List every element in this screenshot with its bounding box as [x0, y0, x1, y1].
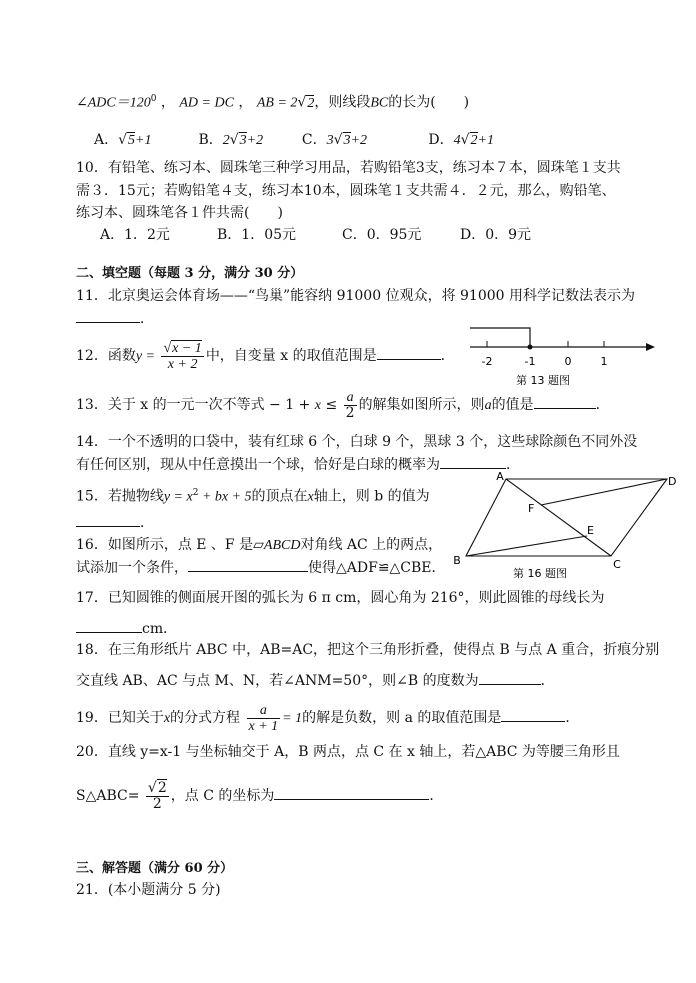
- fig16-label-f: F: [528, 502, 535, 515]
- q19-answer-blank[interactable]: [501, 707, 565, 722]
- q20-line-1: 20．直线 y=x-1 与坐标轴交于 A，B 两点，点 C 在 x 轴上，若△ABC 为等腰三角形且: [76, 744, 620, 760]
- q9-option-b: B．2√3+2: [198, 132, 264, 148]
- q9-option-c: C．3√3+2: [301, 132, 367, 148]
- q9-option-d: D．4√2+1: [428, 132, 494, 148]
- q10-option-d: D．0．9元: [460, 227, 532, 243]
- fig16-segment-be: [466, 536, 587, 556]
- q20-fraction: $\frac{√2}{2}$: [147, 779, 167, 812]
- fig16-label-a: A: [496, 470, 504, 483]
- q14-line-1: 14．一个不透明的口袋中，装有红球 6 个，白球 9 个，黑球 3 个，这些球除颜色不同外没: [76, 434, 638, 450]
- q9-option-a: A．√5+1: [94, 132, 152, 148]
- q9-comma-1: ，: [160, 94, 175, 111]
- q10-line-2: 需３．15元；若购铅笔４支，练习本10本，圆珠笔１支共需４．２元，那么，购铅笔、: [76, 183, 616, 199]
- q10-options: [100, 225, 531, 245]
- q10-option-b: B．1．05元: [217, 227, 297, 243]
- q15-line-2: ．: [76, 512, 154, 533]
- q9-angle-sup: 0: [150, 94, 157, 104]
- fig13-solution-bracket: [470, 328, 530, 347]
- parallelogram-symbol: ▱: [253, 537, 264, 553]
- q9-condition-line: $\angle ADC=120^0$ ， AD = DC ， AB = 2√2，则线段BC的长为( ): [76, 94, 470, 111]
- q9-tail-text-2: 的长为( ): [388, 94, 470, 111]
- q10-option-a: A．1．2元: [100, 227, 170, 243]
- fig16-label-d: D: [668, 475, 677, 488]
- fig13-caption: 第 13 题图: [516, 374, 570, 387]
- q9-eq-ab: AB = 2: [256, 95, 298, 111]
- q12-y: y =: [135, 349, 155, 364]
- q16-line-2: 试添加一个条件， 使得△ADF≌△CBE．: [76, 557, 446, 578]
- q9-angle: ∠ADC＝120: [76, 95, 151, 111]
- q9-options: [94, 130, 494, 151]
- fig13-axis-arrow: [646, 343, 655, 351]
- q10-line-1: 10．有铅笔、练习本、圆珠笔三种学习用品，若购铅笔3支，练习本７本，圆珠笔１支共: [76, 160, 621, 176]
- q13-answer-blank[interactable]: [534, 394, 596, 409]
- q17-answer-blank[interactable]: [76, 618, 142, 633]
- q15-answer-blank[interactable]: [76, 512, 140, 527]
- q20-answer-blank[interactable]: [274, 785, 429, 800]
- q18-line-1: 18．在三角形纸片 ABC 中，AB=AC，把这个三角形折叠，使得点 B 与点 A 重合，折痕分别: [76, 642, 660, 658]
- q12-answer-blank[interactable]: [377, 345, 441, 360]
- section-3-heading: 三、解答题（满分 60 分）: [76, 861, 234, 876]
- fig13-label--1: -1: [524, 355, 536, 368]
- q18-line-2: 交直线 AB、AC 与点 M、N，若∠ANM=50°，则∠B 的度数为 ．: [76, 670, 555, 691]
- q20-line-2: S△ABC= $\frac{√2}{2}$ ，点 C 的坐标为 ．: [76, 779, 444, 812]
- section-2-heading: 二、填空题（每题 3 分，满分 30 分）: [76, 266, 304, 281]
- q9-bc: BC: [370, 95, 389, 111]
- q9-eq-ad-dc: AD = DC: [179, 95, 234, 111]
- q15-line-1: 15．若抛物线$y = x^2$ + bx + 5的顶点在x轴上，则 b 的值为: [76, 488, 430, 505]
- q19-line: 19．已知关于x的分式方程 $\frac{a}{x + 1}$ = 1的解是负数，则 a 的取值范围是 ．: [76, 702, 580, 734]
- q21-heading: 21．(本小题满分 5 分): [76, 882, 221, 898]
- q12-numerator: x − 1: [172, 340, 202, 356]
- fig13-label--2: -2: [481, 355, 493, 368]
- fig16-label-c: C: [613, 558, 621, 571]
- fig13-number-line: [465, 322, 660, 394]
- q11-answer-blank[interactable]: [76, 308, 140, 323]
- fig16-segment-df: [541, 479, 667, 505]
- q10-line-3: 练习本、圆珠笔各１件共需( ): [76, 205, 283, 221]
- q9-eq-ab-radicand: 2: [307, 95, 315, 111]
- fig16-outline: [466, 479, 667, 556]
- q9-comma-2: ，: [238, 94, 253, 111]
- q11-line-2: ．: [76, 308, 154, 329]
- fig13-label-0: 0: [564, 355, 572, 368]
- q12-prefix: 12．函数: [76, 348, 136, 364]
- q14-line-2: 有任何区别，现从中任意摸出一个球，恰好是白球的概率为 ．: [76, 454, 520, 475]
- q11-line-1: 11．北京奥运会体育场——“鸟巢”能容纳 91000 位观众，将 91000 用科学记数法表示为: [76, 288, 636, 304]
- fig16-label-e: E: [587, 524, 594, 537]
- q14-answer-blank[interactable]: [440, 454, 506, 469]
- q12-suffix: 中，自变量 x 的取值范围是: [205, 348, 377, 364]
- q12-denominator: x + 2: [167, 356, 198, 372]
- q13-line: 13．关于 x 的一元一次不等式 − 1 + x ≤ $\frac{a}{2}$ 的解集如图所示，则a的值是 ．: [76, 389, 610, 421]
- q13-fraction: $\frac{a}{2}$: [345, 389, 355, 421]
- q19-fraction: $\frac{a}{x + 1}$: [248, 702, 279, 734]
- fig16-label-b: B: [453, 554, 461, 567]
- q17-line-1: 17．已知圆锥的侧面展开图的弧长为 6 π cm，圆心角为 216°，则此圆锥的母线长为: [76, 590, 605, 606]
- q18-answer-blank[interactable]: [479, 670, 541, 685]
- q17-line-2: cm．: [76, 618, 177, 639]
- q10-option-c: C．0．95元: [342, 227, 422, 243]
- q16-line-1: 16．如图所示，点 E 、F 是▱ABCD对角线 AC 上的两点，: [76, 537, 443, 553]
- q16-answer-blank[interactable]: [188, 557, 308, 572]
- q12-fraction: $\frac{√x - 1}{x + 2}$: [163, 340, 202, 372]
- fig16-diagonal-ac: [506, 479, 611, 556]
- fig13-solid-point: [528, 345, 533, 350]
- q12-line: 12．函数y = $\frac{√x - 1}{x + 2}$ 中，自变量 x 的取值范围是 ．: [76, 340, 455, 372]
- fig16-parallelogram: [448, 470, 678, 582]
- q9-tail-text: ，则线段: [314, 94, 371, 111]
- fig16-caption: 第 16 题图: [513, 567, 567, 580]
- fig13-label-1: 1: [600, 355, 608, 368]
